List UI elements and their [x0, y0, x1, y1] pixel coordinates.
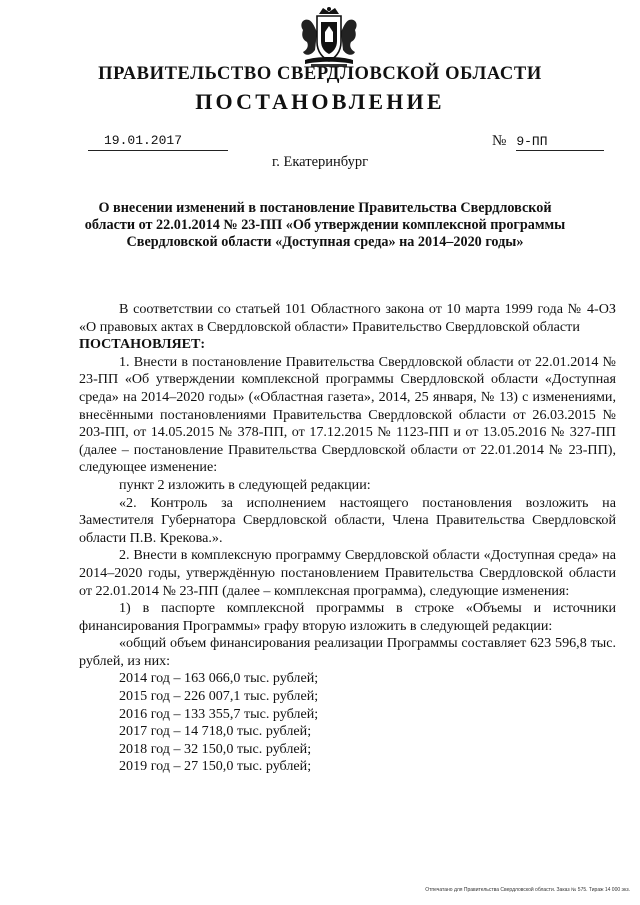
paragraph-item-1-point: пункт 2 изложить в следующей редакции:	[119, 476, 371, 493]
coat-of-arms-icon	[297, 6, 361, 68]
city: г. Екатеринбург	[271, 154, 369, 170]
document-number-field	[492, 133, 607, 151]
funding-year: 2018 год – 32 150,0 тыс. рублей;	[119, 740, 312, 757]
paragraph-item-1-quote: «2. Контроль за исполнением настоящего постановления возложить на Заместителя Губернатора Свердловской области, Члена Правительства Свердловской области П.В. Крекова.».	[79, 494, 616, 546]
funding-year: 2015 год – 226 007,1 тыс. рублей;	[119, 688, 319, 705]
government-title: ПРАВИТЕЛЬСТВО СВЕРДЛОВСКОЙ ОБЛАСТИ	[98, 64, 542, 84]
document-type: ПОСТАНОВЛЕНИЕ	[195, 89, 445, 114]
print-footer-note: Отпечатано для Правительства Свердловской области. Заказ № 575. Тираж 14 000 экз.	[425, 887, 630, 893]
document-heading: О внесении изменений в постановление Правительства Свердловской области от 22.01.2014 № 23-ПП «Об утверждении комплексной программы Свердловской области «Доступная среда» на 2014–2020 годы»	[84, 200, 566, 250]
paragraph-item-2-1: 1) в паспорте комплексной программы в строке «Объемы и источники финансирования Программы» графу вторую изложить в следующей редакции:	[79, 600, 616, 634]
funding-year: 2014 год – 163 066,0 тыс. рублей;	[119, 670, 319, 687]
funding-year: 2017 год – 14 718,0 тыс. рублей;	[119, 723, 312, 740]
preamble: В соответствии со статьей 101 Областного закона от 10 марта 1999 года № 4-ОЗ «О правовых актах в Свердловской области» Правительство Свердловской области	[79, 301, 616, 335]
document-date: 19.01.2017	[88, 133, 228, 151]
funding-year: 2016 год – 133 355,7 тыс. рублей;	[119, 705, 319, 722]
paragraph-item-2: 2. Внести в комплексную программу Свердловской области «Доступная среда» на 2014–2020 годы, утверждённую постановлением Правительства Свердловской области от 22.01.2014 № 23-ПП (далее – комплексная программа), следующие изменения:	[79, 547, 616, 599]
document-body	[79, 301, 616, 776]
paragraph-item-2-quote: «общий объем финансирования реализации Программы составляет 623 596,8 тыс. рублей, из них:	[79, 635, 616, 669]
number-sign: №	[492, 133, 507, 149]
document-number: 9-ПП	[516, 134, 604, 151]
paragraph-item-1: 1. Внести в постановление Правительства Свердловской области от 22.01.2014 № 23-ПП «Об утверждении комплексной программы Свердловской области «Доступная среда» на 2014–2020 годы» («Областная газета», 2014, 25 января, № 13) с изменениями, внесёнными постановлениями Правительства Свердловской области от 26.03.2015 № 203-ПП, от 14.05.2015 № 378-ПП, от 17.12.2015 № 1123-ПП и от 13.05.2016 № 327-ПП (далее – постановление Правительства Свердловской области от 22.01.2014 № 23-ПП), следующее изменение:	[79, 353, 616, 476]
funding-year: 2019 год – 27 150,0 тыс. рублей;	[119, 758, 312, 775]
resolves-label: ПОСТАНОВЛЯЕТ:	[79, 336, 206, 353]
